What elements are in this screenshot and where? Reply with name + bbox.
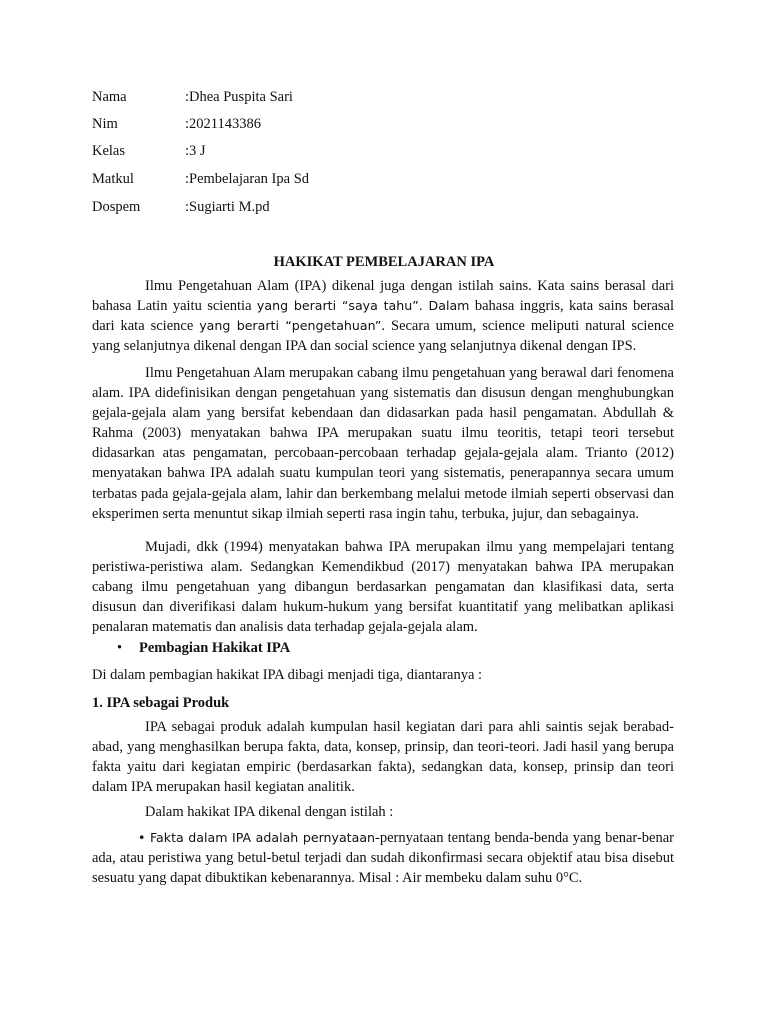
intro-line: Di dalam pembagian hakikat IPA dibagi menjadi tiga, diantaranya : [92,667,483,683]
paragraph-intro-part-4: yang berarti “pengetahuan” [199,318,382,334]
paragraph-intro-part-3: bahasa inggris, kata sains berasal dari kata science [92,298,674,335]
paragraph-references: Mujadi, dkk (1994) menyatakan bahwa IPA merupakan ilmu yang mempelajari tentang peristiwa-peristiwa alam. Sedangkan Kemendikbud (2017) menyatakan bahwa IPA merupakan cabang ilmu pengetahuan yang dibangun berdasarkan pengamatan dan klasifikasi data, serta disusun dan diverifikasi dalam hukum-hukum yang bersifat kuantitatif yang melibatkan aplikasi penalaran matematis dan analisis data terhadap gejala-gejala alam. [92,539,674,636]
paragraph-fact-part-1: • Fakta dalam IPA adalah pernyataan [138,830,376,845]
kelas-label: Kelas [92,143,126,159]
paragraph-fact-part-2: -pernyataan tentang benda-benda yang benar-benar ada, atau peristiwa yang betul-betul terjadi dan sudah dikonfirmasi secara objektif atau bisa disebut sesuatu yang dapat dibuktikan kebenarannya. Misal : Air membeku dalam suhu 0°C. [92,830,675,887]
section-heading-product: 1. IPA sebagai Produk [92,695,230,711]
paragraph-product: IPA sebagai produk adalah kumpulan hasil kegiatan dari para ahli saintis sejak berabad-abad, yang menghasilkan berupa fakta, data, konsep, prinsip, dan teori-teori. Jadi hasil yang berupa fakta yaitu dari kegiatan empiric (berdasarkan fakta), sedangkan data, konsep, prinsip dan teori dalam IPA merupakan hasil kegiatan analitik. [92,719,674,796]
paragraph-intro-part-1: Ilmu Pengetahuan Alam (IPA) dikenal juga dengan istilah sains. Kata sains berasal dari bahasa Latin yaitu scientia [92,278,674,315]
paragraph-definition: Ilmu Pengetahuan Alam merupakan cabang ilmu pengetahuan yang berawal dari fenomena alam. IPA didefinisikan dengan pengetahuan yang sistematis dan disusun dengan menghubungkan gejala-gejala alam yang bersifat kebendaan dan didasarkan pada hasil pengamatan. Abdullah & Rahma (2003) menyatakan bahwa IPA merupakan suatu ilmu teoritis, tetapi teori tersebut didasarkan atas pengamatan, percobaan-percobaan terhadap gejala-gejala alam. Trianto (2012) menyatakan bahwa IPA adalah suatu kumpulan teori yang sistematis, penerapannya secara umum terbatas pada gejala-gejala alam, lahir dan berkembang melalui metode ilmiah seperti observasi dan eksperimen serta menuntut sikap ilmiah seperti rasa ingin tahu, terbuka, jujur, dan sebagainya. [92,365,674,522]
document-title: HAKIKAT PEMBELAJARAN IPA [273,254,495,270]
name-label: Nama [92,89,127,105]
name-value: :Dhea Puspita Sari [185,89,293,105]
paragraph-intro-part-5: . Secara umum, science meliputi natural science yang selanjutnya dikenal dengan IPA dan social science yang selanjutnya dikenal dengan IPS. [92,318,674,355]
nim-value: :2021143386 [185,116,261,132]
dospem-value: :Sugiarti M.pd [185,199,270,215]
bullet-dot-icon: • [117,640,123,656]
bullet-heading-text: Pembagian Hakikat IPA [139,640,291,656]
dospem-label: Dospem [92,199,141,215]
matkul-value: :Pembelajaran Ipa Sd [185,171,310,187]
matkul-label: Matkul [92,171,134,187]
paragraph-intro-part-2: yang berarti “saya tahu”. Dalam [256,298,470,314]
paragraph-fact [92,828,674,888]
paragraph-terms-intro: Dalam hakikat IPA dikenal dengan istilah : [145,804,394,820]
bullet-heading [117,640,290,657]
kelas-value: :3 J [185,143,206,159]
paragraph-intro [92,276,674,356]
nim-label: Nim [92,116,118,132]
